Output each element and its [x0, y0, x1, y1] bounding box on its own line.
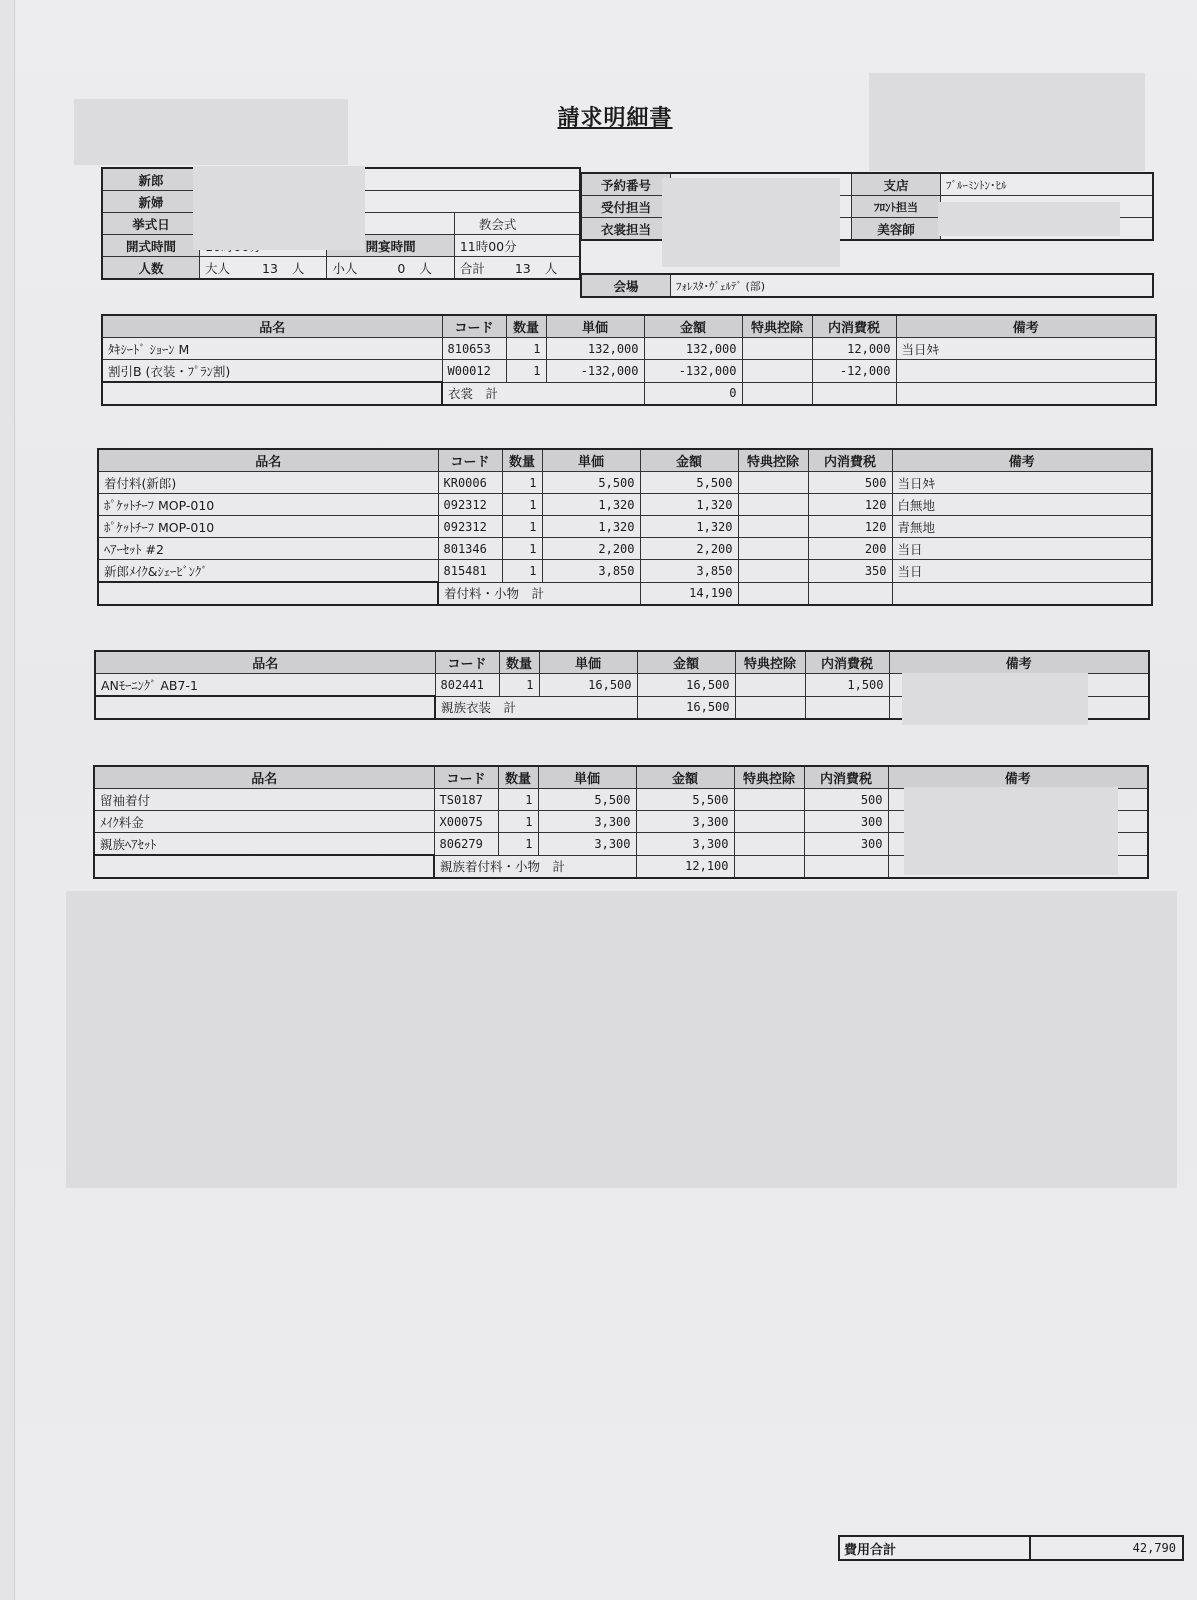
total-people-count: 13 — [514, 260, 531, 276]
col-tax-cell: 120 — [808, 516, 892, 538]
venue-label: 会場 — [581, 274, 671, 297]
col-name-cell: 割引B (衣装・ﾌﾟﾗﾝ割) — [102, 360, 442, 383]
reservation-label: 予約番号 — [581, 173, 671, 196]
subtotal-empty-cell — [742, 382, 812, 405]
subtotal-value: 16,500 — [637, 696, 735, 719]
col-amount-cell: 1,320 — [640, 494, 738, 516]
col-benefit-cell — [734, 789, 804, 811]
banquet-time-value: 11時00分 — [454, 235, 580, 257]
document-title: 請求明細書 — [557, 105, 673, 131]
col-name-cell: 留袖着付 — [94, 789, 434, 811]
col-unit-price-cell: 5,500 — [538, 789, 636, 811]
col-unit-price-header: 単価 — [539, 651, 637, 674]
col-unit-price-cell: 3,300 — [538, 833, 636, 856]
grand-total-value: 42,790 — [1030, 1536, 1183, 1560]
reception-label: 受付担当 — [581, 196, 671, 218]
col-benefit-cell — [734, 811, 804, 833]
col-qty-cell: 1 — [502, 516, 542, 538]
total-people-cell — [454, 257, 580, 280]
col-name-cell: ﾀｷｼｰﾄﾞ ｼｮｰﾝ M — [102, 338, 442, 360]
col-unit-price-cell: 2,200 — [542, 538, 640, 560]
col-amount-cell: 3,300 — [636, 833, 734, 856]
redaction-top-right — [869, 73, 1145, 171]
col-benefit-cell — [742, 338, 812, 360]
col-benefit-cell — [738, 516, 808, 538]
subtotal-empty-cell — [892, 582, 1152, 605]
col-code-cell: 815481 — [438, 560, 502, 583]
table-row — [98, 472, 1152, 494]
redaction-staff — [662, 178, 840, 267]
total-people-unit: 人 — [544, 260, 558, 276]
subtotal-empty-cell — [734, 855, 804, 878]
bride-label: 新婦 — [102, 191, 200, 213]
redaction-note-section3 — [902, 673, 1088, 725]
subtotal-empty-cell — [812, 382, 896, 405]
col-code-header: コード — [434, 766, 498, 789]
col-qty-cell: 1 — [502, 560, 542, 583]
col-qty-cell: 1 — [498, 811, 538, 833]
adults-cell — [200, 257, 327, 280]
subtotal-spacer — [102, 382, 442, 405]
children-label: 小人 — [332, 260, 358, 276]
redaction-couple-names — [193, 166, 365, 250]
col-note-cell: 当日ﾀｷ — [896, 338, 1156, 360]
grand-total-label: 費用合計 — [839, 1536, 1030, 1560]
start-time-label: 開式時間 — [102, 235, 200, 257]
children-cell — [327, 257, 454, 280]
col-name-cell: 新郎ﾒｲｸ&ｼｪｰﾋﾞﾝｸﾞ — [98, 560, 438, 583]
col-amount-header: 金額 — [636, 766, 734, 789]
subtotal-label: 親族衣装 計 — [435, 696, 637, 719]
table-header-row — [98, 449, 1152, 472]
venue-value: ﾌｫﾚｽﾀ･ｳﾞｪﾙﾃﾞ (部) — [671, 274, 1154, 297]
col-note-cell: 白無地 — [892, 494, 1152, 516]
subtotal-value: 14,190 — [640, 582, 738, 605]
col-tax-cell: 500 — [808, 472, 892, 494]
col-qty-header: 数量 — [498, 766, 538, 789]
col-code-cell: TS0187 — [434, 789, 498, 811]
col-unit-price-cell: 16,500 — [539, 674, 637, 697]
col-note-header: 備考 — [889, 651, 1149, 674]
subtotal-label: 着付料・小物 計 — [438, 582, 640, 605]
col-amount-cell: 5,500 — [640, 472, 738, 494]
subtotal-empty-cell — [804, 855, 888, 878]
table-row — [98, 538, 1152, 560]
redaction-front-staff — [938, 202, 1120, 236]
col-benefit-cell — [734, 833, 804, 856]
subtotal-spacer — [98, 582, 438, 605]
table-row — [102, 338, 1156, 360]
col-note-cell — [896, 360, 1156, 383]
col-qty-cell: 1 — [498, 789, 538, 811]
col-unit-price-cell: 132,000 — [546, 338, 644, 360]
col-tax-cell: 350 — [808, 560, 892, 583]
col-name-header: 品名 — [95, 651, 435, 674]
col-code-header: コード — [438, 449, 502, 472]
col-code-cell: 802441 — [435, 674, 499, 697]
col-code-cell: KR0006 — [438, 472, 502, 494]
branch-value: ﾌﾞﾙｰﾐﾝﾄﾝ･ﾋﾙ — [941, 173, 1154, 196]
table-row — [98, 516, 1152, 538]
col-qty-header: 数量 — [502, 449, 542, 472]
col-benefit-header: 特典控除 — [735, 651, 805, 674]
col-unit-price-cell: 1,320 — [542, 494, 640, 516]
col-benefit-cell — [742, 360, 812, 383]
venue-table — [580, 273, 1154, 298]
col-name-header: 品名 — [98, 449, 438, 472]
col-amount-cell: 3,300 — [636, 811, 734, 833]
col-amount-cell: 3,850 — [640, 560, 738, 583]
col-name-cell: ANﾓｰﾆﾝｸﾞ AB7-1 — [95, 674, 435, 697]
col-name-cell: ﾍｱｰｾｯﾄ #2 — [98, 538, 438, 560]
grand-total-table — [838, 1535, 1184, 1561]
col-note-cell: 当日ﾀｷ — [892, 472, 1152, 494]
col-unit-price-cell: 3,300 — [538, 811, 636, 833]
beauty-label: 美容師 — [852, 218, 941, 241]
col-code-cell: W00012 — [442, 360, 506, 383]
col-tax-header: 内消費税 — [812, 315, 896, 338]
col-tax-cell: 500 — [804, 789, 888, 811]
subtotal-empty-cell — [808, 582, 892, 605]
col-qty-cell: 1 — [502, 538, 542, 560]
col-unit-price-cell: 1,320 — [542, 516, 640, 538]
col-code-cell: 810653 — [442, 338, 506, 360]
col-unit-price-cell: 5,500 — [542, 472, 640, 494]
groom-label: 新郎 — [102, 168, 200, 191]
col-amount-cell: -132,000 — [644, 360, 742, 383]
col-code-cell: X00075 — [434, 811, 498, 833]
col-code-cell: 806279 — [434, 833, 498, 856]
subtotal-empty-cell — [805, 696, 889, 719]
adults-unit: 人 — [291, 260, 305, 276]
col-qty-cell: 1 — [502, 472, 542, 494]
adults-label: 大人 — [205, 260, 231, 276]
subtotal-row — [98, 582, 1152, 605]
col-code-header: コード — [442, 315, 506, 338]
col-qty-cell: 1 — [506, 338, 546, 360]
col-name-cell: 着付料(新郎) — [98, 472, 438, 494]
col-code-cell: 092312 — [438, 516, 502, 538]
col-tax-cell: 300 — [804, 833, 888, 856]
col-unit-price-cell: 3,850 — [542, 560, 640, 583]
col-note-header: 備考 — [888, 766, 1148, 789]
table-header-row — [95, 651, 1149, 674]
redaction-middle — [66, 891, 1177, 1188]
col-tax-cell: 12,000 — [812, 338, 896, 360]
col-tax-header: 内消費税 — [808, 449, 892, 472]
col-qty-cell: 1 — [498, 833, 538, 856]
subtotal-value: 0 — [644, 382, 742, 405]
col-note-cell: 青無地 — [892, 516, 1152, 538]
col-amount-cell: 16,500 — [637, 674, 735, 697]
adults-count: 13 — [262, 260, 278, 276]
col-tax-cell: 200 — [808, 538, 892, 560]
subtotal-spacer — [95, 696, 435, 719]
col-amount-cell: 1,320 — [640, 516, 738, 538]
col-qty-cell: 1 — [506, 360, 546, 383]
col-name-cell: ﾎﾟｹｯﾄﾁｰﾌ MOP-010 — [98, 494, 438, 516]
table-header-row — [102, 315, 1156, 338]
col-unit-price-header: 単価 — [542, 449, 640, 472]
col-note-cell: 当日 — [892, 538, 1152, 560]
col-name-cell: ﾒｲｸ料金 — [94, 811, 434, 833]
col-tax-cell: 1,500 — [805, 674, 889, 697]
table-row — [102, 360, 1156, 383]
costume-staff-label: 衣裳担当 — [581, 218, 671, 241]
col-unit-price-header: 単価 — [546, 315, 644, 338]
col-amount-header: 金額 — [644, 315, 742, 338]
col-benefit-cell — [738, 494, 808, 516]
col-qty-cell: 1 — [499, 674, 539, 697]
ceremony-type: 教会式 — [454, 213, 580, 235]
subtotal-empty-cell — [896, 382, 1156, 405]
col-amount-cell: 2,200 — [640, 538, 738, 560]
date-label: 挙式日 — [102, 213, 200, 235]
col-benefit-cell — [735, 674, 805, 697]
col-code-header: コード — [435, 651, 499, 674]
col-tax-header: 内消費税 — [805, 651, 889, 674]
col-name-header: 品名 — [94, 766, 434, 789]
col-note-cell: 当日 — [892, 560, 1152, 583]
children-unit: 人 — [419, 260, 432, 276]
items-table-1 — [101, 314, 1157, 406]
col-benefit-header: 特典控除 — [742, 315, 812, 338]
subtotal-label: 親族着付料・小物 計 — [434, 855, 636, 878]
col-benefit-header: 特典控除 — [734, 766, 804, 789]
col-benefit-cell — [738, 538, 808, 560]
col-amount-header: 金額 — [640, 449, 738, 472]
col-benefit-cell — [738, 472, 808, 494]
col-name-cell: 親族ﾍｱｾｯﾄ — [94, 833, 434, 856]
col-unit-price-header: 単価 — [538, 766, 636, 789]
col-qty-header: 数量 — [499, 651, 539, 674]
col-tax-cell: 120 — [808, 494, 892, 516]
col-code-cell: 092312 — [438, 494, 502, 516]
table-row — [98, 560, 1152, 583]
children-count: 0 — [397, 260, 406, 276]
subtotal-spacer — [94, 855, 434, 878]
col-qty-header: 数量 — [506, 315, 546, 338]
banquet-time-label: 開宴時間 — [327, 235, 454, 257]
col-tax-cell: -12,000 — [812, 360, 896, 383]
redaction-note-section4 — [904, 787, 1118, 875]
col-code-cell: 801346 — [438, 538, 502, 560]
table-row — [98, 494, 1152, 516]
col-benefit-header: 特典控除 — [738, 449, 808, 472]
items-table-2 — [97, 448, 1153, 606]
total-people-label: 合計 — [459, 260, 485, 276]
subtotal-row — [102, 382, 1156, 405]
col-benefit-cell — [738, 560, 808, 583]
col-note-header: 備考 — [892, 449, 1152, 472]
col-amount-cell: 132,000 — [644, 338, 742, 360]
subtotal-label: 衣裳 計 — [442, 382, 644, 405]
redaction-top-left — [74, 99, 348, 165]
col-tax-header: 内消費税 — [804, 766, 888, 789]
col-amount-cell: 5,500 — [636, 789, 734, 811]
col-name-header: 品名 — [102, 315, 442, 338]
col-amount-header: 金額 — [637, 651, 735, 674]
col-name-cell: ﾎﾟｹｯﾄﾁｰﾌ MOP-010 — [98, 516, 438, 538]
col-note-header: 備考 — [896, 315, 1156, 338]
subtotal-value: 12,100 — [636, 855, 734, 878]
table-header-row — [94, 766, 1148, 789]
people-label: 人数 — [102, 257, 200, 280]
col-unit-price-cell: -132,000 — [546, 360, 644, 383]
front-label: ﾌﾛﾝﾄ担当 — [852, 196, 941, 218]
col-tax-cell: 300 — [804, 811, 888, 833]
col-qty-cell: 1 — [502, 494, 542, 516]
subtotal-empty-cell — [738, 582, 808, 605]
subtotal-empty-cell — [735, 696, 805, 719]
branch-label: 支店 — [852, 173, 941, 196]
